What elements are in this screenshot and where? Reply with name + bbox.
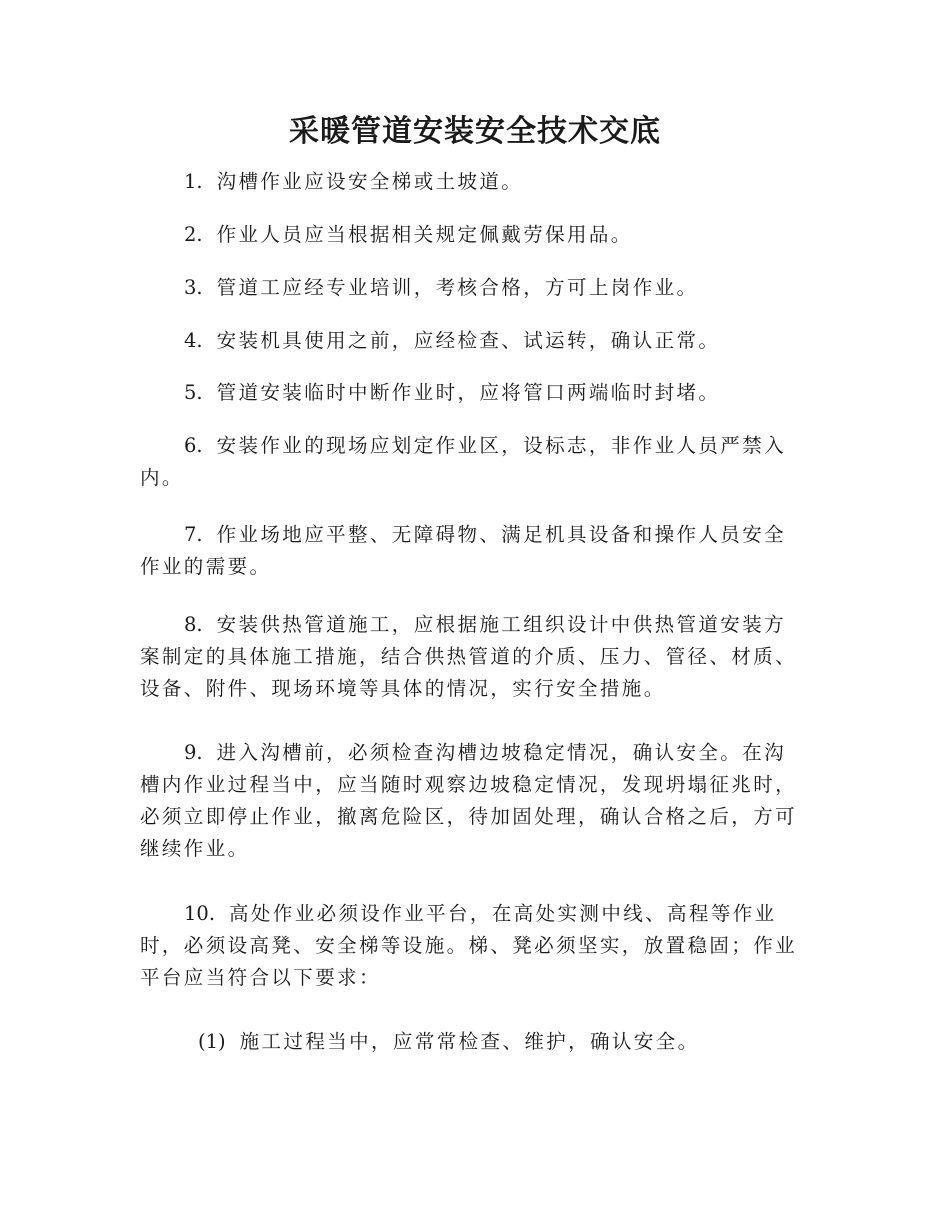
list-item	[140, 737, 805, 865]
item-text: 安装供热管道施工，应根据施工组织设计中供热管道安装方案制定的具体施工措施，结合供热管道的介质、压力、管径、材质、设备、附件、现场环境等具体的情况，实行安全措施。	[140, 613, 798, 700]
item-text: 管道工应经专业培训，考核合格，方可上岗作业。	[216, 276, 699, 299]
item-text: 安装机具使用之前，应经检查、试运转，确认正常。	[216, 329, 721, 352]
item-number: 3.	[184, 276, 203, 299]
list-item	[140, 166, 805, 198]
list-item	[140, 609, 805, 705]
item-number: 7.	[184, 523, 203, 546]
item-number: 9.	[184, 741, 203, 764]
item-text: 作业人员应当根据相关规定佩戴劳保用品。	[216, 223, 633, 246]
item-number: 4.	[184, 329, 203, 352]
list-item	[140, 325, 805, 357]
item-number: 2.	[184, 223, 203, 246]
item-text: 作业场地应平整、无障碍物、满足机具设备和操作人员安全作业的需要。	[140, 523, 787, 578]
item-text: 管道安装临时中断作业时，应将管口两端临时封堵。	[216, 381, 721, 404]
item-number: 10.	[184, 902, 216, 925]
item-text: 沟槽作业应设安全梯或土坡道。	[216, 170, 524, 193]
list-item	[140, 898, 805, 994]
item-number: 8.	[184, 613, 203, 636]
list-item	[140, 430, 805, 494]
item-number: 1.	[184, 170, 203, 193]
list-item	[140, 272, 805, 304]
item-number: 5.	[184, 381, 203, 404]
list-item	[140, 219, 805, 251]
document-title: 采暖管道安装安全技术交底	[289, 114, 661, 149]
list-item	[140, 377, 805, 409]
item-text: 安装作业的现场应划定作业区，设标志，非作业人员严禁入内。	[140, 434, 787, 489]
item-text: 施工过程当中，应常常检查、维护，确认安全。	[239, 1030, 700, 1053]
item-text: 高处作业必须设作业平台，在高处实测中线、高程等作业时，必须设高凳、安全梯等设施。梯、凳必须坚实，放置稳固；作业平台应当符合以下要求：	[140, 902, 798, 989]
item-text: 进入沟槽前，必须检查沟槽边坡稳定情况，确认安全。在沟槽内作业过程当中，应当随时观察边坡稳定情况，发现坍塌征兆时，必须立即停止作业，撤离危险区，待加固处理，确认合格之后，方可继续作业。	[140, 741, 798, 860]
list-item	[140, 1026, 805, 1058]
item-number: 6.	[184, 434, 203, 457]
list-item	[140, 519, 805, 583]
item-number: (1)	[198, 1030, 226, 1053]
